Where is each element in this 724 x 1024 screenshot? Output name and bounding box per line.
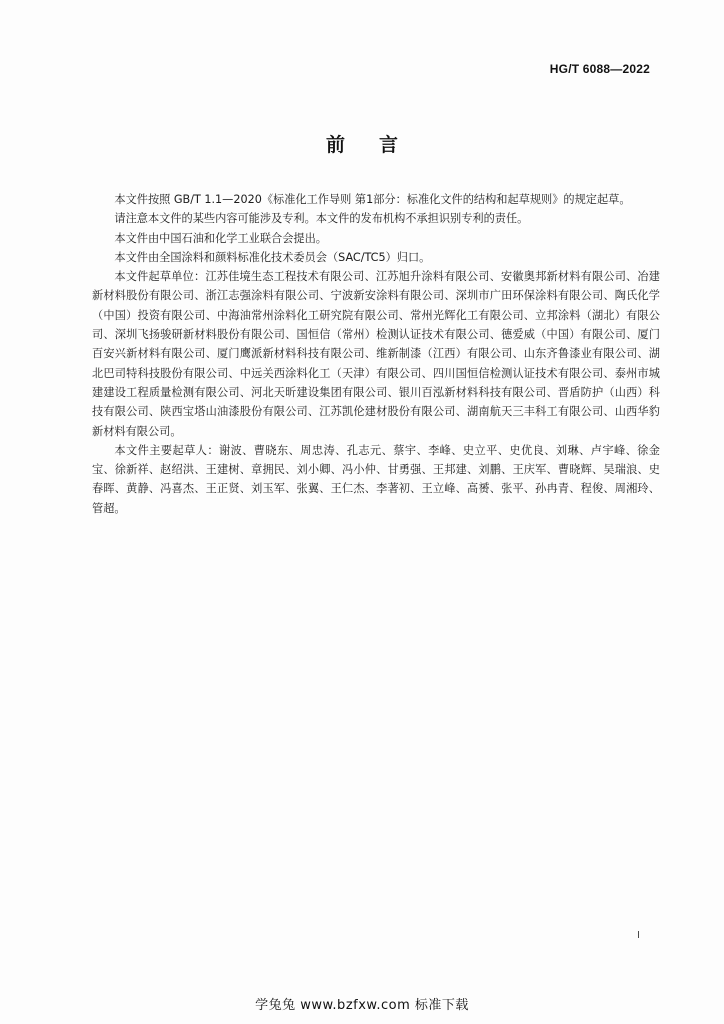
- standard-code: HG/T 6088—2022: [549, 62, 650, 76]
- foreword-body: [92, 190, 660, 518]
- paragraph-technical-committee: 本文件由全国涂料和颜料标准化技术委员会（SAC/TC5）归口。: [114, 250, 431, 264]
- paragraph-patent-notice: 请注意本文件的某些内容可能涉及专利。本文件的发布机构不承担识别专利的责任。: [114, 212, 529, 226]
- paragraph-drafting-units: 本文件起草单位：江苏佳境生态工程技术有限公司、江苏旭升涂料有限公司、安徽奥邦新材料有限公司、冶建新材料股份有限公司、浙江志强涂料有限公司、宁波新安涂料有限公司、深圳市广田环保涂料有限公司、陶氏化学（中国）投资有限公司、中海油常州涂料化工研究院有限公司、常州光辉化工有限公司、立邦涂料（湖北）有限公司、深圳飞扬骏研新材料股份有限公司、国恒信（常州）检测认证技术有限公司、德爱威（中国）有限公司、厦门百安兴新材料有限公司、厦门鹰派新材料科技有限公司、维新制漆（江西）有限公司、山东齐鲁漆业有限公司、湖北巴司特科技股份有限公司、中远关西涂料化工（天津）有限公司、四川国恒信检测认证技术有限公司、泰州市城建建设工程质量检测有限公司、河北天昕建设集团有限公司、银川百泓新材料科技有限公司、晋盾防护（山西）科技有限公司、陕西宝塔山油漆股份有限公司、江苏凯伦建材股份有限公司、湖南航天三丰科工有限公司、山西华豹新材料有限公司。: [92, 270, 660, 438]
- paragraph-drafters: 本文件主要起草人：谢波、曹晓东、周忠涛、孔志元、蔡宇、李峰、史立平、史优良、刘琳、卢宇峰、徐金宝、徐新祥、赵绍洪、王建树、章拥民、刘小卿、冯小仲、甘勇强、王邦建、刘鹏、王庆军、曹晓辉、吴瑞浪、史春晖、黄静、冯喜杰、王正贤、刘玉军、张翼、王仁杰、李著初、王立峰、高赟、张平、孙冉青、程俊、周湘玲、管超。: [92, 443, 660, 515]
- page-title: 前言: [325, 134, 432, 156]
- paragraph-proposer: 本文件由中国石油和化学工业联合会提出。: [114, 231, 327, 245]
- page-number: Ⅰ: [637, 930, 640, 941]
- paragraph-drafting-rules: 本文件按照 GB/T 1.1—2020《标准化工作导则 第1部分：标准化文件的结构和起草规则》的规定起草。: [114, 193, 631, 206]
- footer-watermark: 学兔兔 www.bzfxw.com 标准下载: [255, 998, 469, 1013]
